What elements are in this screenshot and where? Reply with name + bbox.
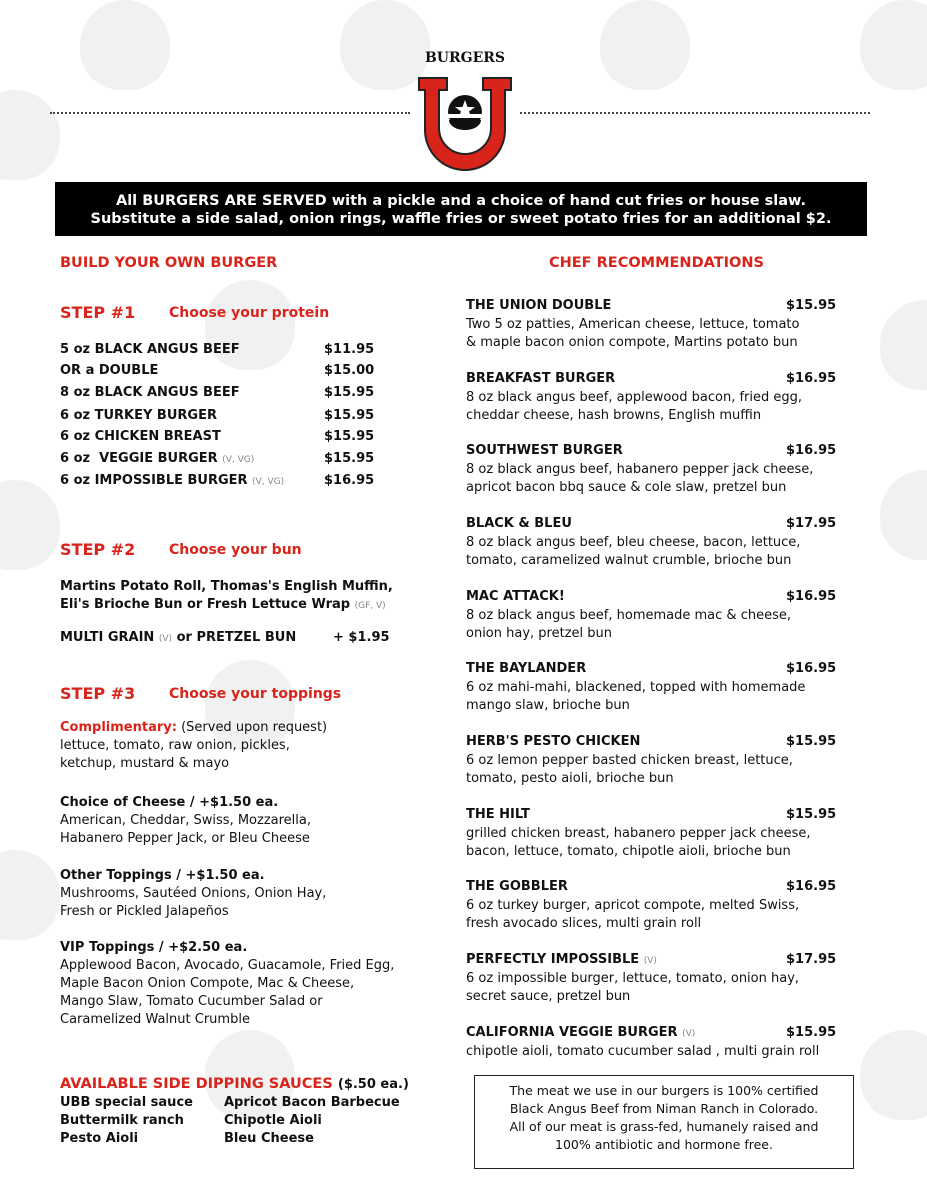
note-line-1: The meat we use in our burgers is 100% certified (509, 1083, 819, 1098)
rec-desc (466, 316, 846, 352)
bun-options-line-2 (60, 596, 386, 615)
rec-desc-line: 6 oz impossible burger, lettuce, tomato, onion hay, (466, 971, 800, 986)
rec-desc (466, 679, 846, 715)
rec-price: $17.95 (786, 952, 837, 967)
union-burger-shield-logo-icon (405, 70, 525, 175)
sauce-item: Pesto Aioli (60, 1131, 139, 1146)
protein-price: $11.95 (324, 342, 375, 357)
rec-desc-line: tomato, pesto aioli, brioche bun (466, 771, 674, 786)
step3-subtitle: Choose your toppings (169, 686, 342, 702)
rec-name: THE UNION DOUBLE (466, 298, 612, 313)
bun-options-line-1: Martins Potato Roll, Thomas's English Muffin, (60, 579, 393, 594)
protein-item (60, 451, 254, 466)
other-line-1: Mushrooms, Sautéed Onions, Onion Hay, (60, 886, 327, 901)
protein-item (60, 342, 240, 357)
rec-price: $15.95 (786, 734, 837, 749)
sauces-heading-row (60, 1073, 409, 1092)
protein-item (60, 363, 158, 378)
rec-name: MAC ATTACK! (466, 589, 565, 604)
step1-label: STEP #1 (60, 303, 136, 322)
step3-label: STEP #3 (60, 684, 136, 703)
bun-upcharge-price: + $1.95 (333, 630, 390, 645)
rec-price: $16.95 (786, 443, 837, 458)
note-line-2: Black Angus Beef from Niman Ranch in Colorado. (509, 1101, 819, 1116)
banner-line-1: All BURGERS ARE SERVED with a pickle and a choice of hand cut fries or house slaw. (115, 193, 807, 209)
other-line-2: Fresh or Pickled Jalapeños (60, 904, 229, 919)
flame-watermark-icon (0, 90, 60, 180)
rec-name-text: CALIFORNIA VEGGIE BURGER (466, 1025, 678, 1040)
divider-right (520, 112, 870, 114)
banner-line-2: Substitute a side salad, onion rings, waffle fries or sweet potato fries for an additional $2. (90, 211, 832, 227)
vip-line-2: Maple Bacon Onion Compote, Mac & Cheese, (60, 976, 355, 991)
sauces-col-1 (60, 1094, 193, 1148)
vip-line-3: Mango Slaw, Tomato Cucumber Salad or (60, 994, 323, 1009)
rec-desc-line: tomato, caramelized walnut crumble, brioche bun (466, 553, 792, 568)
multi-grain-option (60, 630, 296, 645)
protein-name: 6 oz TURKEY BURGER (60, 408, 217, 423)
rec-desc-line: bacon, lettuce, tomato, chipotle aioli, brioche bun (466, 844, 791, 859)
protein-name: 5 oz BLACK ANGUS BEEF (60, 342, 240, 357)
rec-name-text: PERFECTLY IMPOSSIBLE (466, 952, 640, 967)
rec-name: SOUTHWEST BURGER (466, 443, 623, 458)
diet-tag: (V) (643, 956, 657, 966)
rec-desc (466, 389, 846, 425)
sauce-item: Bleu Cheese (224, 1131, 314, 1146)
rec-price: $16.95 (786, 879, 837, 894)
rec-desc (466, 825, 846, 861)
protein-price: $16.95 (324, 473, 375, 488)
build-your-own-title: BUILD YOUR OWN BURGER (60, 255, 278, 271)
vip-line-4: Caramelized Walnut Crumble (60, 1012, 250, 1027)
rec-desc-line: onion hay, pretzel bun (466, 626, 612, 641)
beef-sourcing-note (474, 1075, 854, 1169)
complimentary-toppings (60, 719, 430, 773)
complimentary-line-1: lettuce, tomato, raw onion, pickles, (60, 738, 290, 753)
protein-item (60, 473, 284, 488)
rec-price: $15.95 (786, 298, 837, 313)
step1-subtitle: Choose your protein (169, 305, 330, 321)
vip-line-1: Applewood Bacon, Avocado, Guacamole, Fried Egg, (60, 958, 395, 973)
sauce-item: Chipotle Aioli (224, 1113, 322, 1128)
diet-tag: (V) (158, 634, 173, 644)
rec-name: BREAKFAST BURGER (466, 371, 616, 386)
protein-name: OR a DOUBLE (60, 363, 159, 378)
rec-price: $15.95 (786, 807, 837, 822)
brand-top-text: BURGERS (424, 50, 506, 66)
protein-name: 6 oz CHICKEN BREAST (60, 429, 221, 444)
bun-options-text: Eli's Brioche Bun or Fresh Lettuce Wrap (60, 597, 351, 612)
rec-desc-line: 8 oz black angus beef, bleu cheese, bacon, lettuce, (466, 535, 801, 550)
flame-watermark-icon (0, 480, 60, 570)
protein-name: 8 oz BLACK ANGUS BEEF (60, 385, 240, 400)
divider-left (50, 112, 410, 114)
sauce-item: Apricot Bacon Barbecue (224, 1095, 400, 1110)
chef-recommendations-title: CHEF RECOMMENDATIONS (549, 255, 764, 271)
rec-desc (466, 970, 846, 1006)
rec-name: THE BAYLANDER (466, 661, 587, 676)
rec-price: $17.95 (786, 516, 837, 531)
rec-desc-line: mango slaw, brioche bun (466, 698, 630, 713)
protein-price: $15.95 (324, 451, 375, 466)
multi-grain-label: MULTI GRAIN (60, 630, 155, 645)
rec-desc (466, 752, 846, 788)
protein-price: $15.95 (324, 429, 375, 444)
rec-desc-line: 8 oz black angus beef, habanero pepper jack cheese, (466, 462, 814, 477)
pretzel-label: or PRETZEL BUN (176, 630, 297, 645)
cheese-toppings (60, 794, 430, 848)
rec-price: $15.95 (786, 1025, 837, 1040)
sauce-item: Buttermilk ranch (60, 1113, 184, 1128)
flame-watermark-icon (80, 0, 170, 90)
other-heading: Other Toppings / +$1.50 ea. (60, 868, 265, 883)
rec-desc-line: secret sauce, pretzel bun (466, 989, 631, 1004)
complimentary-heading: Complimentary: (60, 720, 177, 735)
diet-tag: (V, VG) (252, 477, 285, 487)
flame-watermark-icon (860, 0, 927, 90)
rec-desc (466, 897, 846, 933)
complimentary-line-2: ketchup, mustard & mayo (60, 756, 230, 771)
step2-subtitle: Choose your bun (169, 542, 302, 558)
flame-watermark-icon (0, 850, 60, 940)
rec-desc-line: fresh avocado slices, multi grain roll (466, 916, 702, 931)
rec-price: $16.95 (786, 661, 837, 676)
sauce-item: UBB special sauce (60, 1095, 193, 1110)
rec-price: $16.95 (786, 371, 837, 386)
flame-watermark-icon (860, 1030, 927, 1120)
protein-item (60, 429, 221, 444)
rec-desc (466, 534, 846, 570)
sauces-col-2 (224, 1094, 400, 1148)
rec-desc-line: 6 oz lemon pepper basted chicken breast, lettuce, (466, 753, 793, 768)
rec-desc-line: cheddar cheese, hash browns, English muffin (466, 408, 762, 423)
served-with-banner (55, 182, 867, 236)
diet-tag: (V) (682, 1029, 696, 1039)
note-line-3: All of our meat is grass-fed, humanely raised and (509, 1119, 819, 1134)
rec-desc (466, 1043, 846, 1061)
vip-toppings (60, 939, 440, 1029)
rec-desc-line: Two 5 oz patties, American cheese, lettuce, tomato (466, 317, 800, 332)
complimentary-note: (Served upon request) (181, 720, 328, 735)
rec-name: THE HILT (466, 807, 530, 822)
protein-item (60, 408, 217, 423)
rec-desc-line: chipotle aioli, tomato cucumber salad , multi grain roll (466, 1044, 820, 1059)
cheese-line-2: Habanero Pepper Jack, or Bleu Cheese (60, 831, 310, 846)
rec-desc-line: & maple bacon onion compote, Martins potato bun (466, 335, 798, 350)
flame-watermark-icon (880, 300, 927, 390)
protein-name: 6 oz IMPOSSIBLE BURGER (60, 473, 248, 488)
sauces-heading: AVAILABLE SIDE DIPPING SAUCES (60, 1076, 333, 1092)
flame-watermark-icon (600, 0, 690, 90)
protein-price: $15.95 (324, 385, 375, 400)
rec-name (466, 952, 657, 967)
rec-desc-line: 8 oz black angus beef, applewood bacon, fried egg, (466, 390, 803, 405)
rec-desc (466, 607, 846, 643)
rec-name: BLACK & BLEU (466, 516, 572, 531)
vip-heading: VIP Toppings / +$2.50 ea. (60, 940, 248, 955)
protein-item (60, 385, 240, 400)
cheese-line-1: American, Cheddar, Swiss, Mozzarella, (60, 813, 311, 828)
flame-watermark-icon (880, 470, 927, 560)
cheese-heading: Choice of Cheese / +$1.50 ea. (60, 795, 279, 810)
protein-price: $15.00 (324, 363, 375, 378)
rec-desc (466, 461, 846, 497)
rec-desc-line: apricot bacon bbq sauce & cole slaw, pretzel bun (466, 480, 787, 495)
rec-name (466, 1025, 695, 1040)
rec-name: HERB'S PESTO CHICKEN (466, 734, 641, 749)
protein-price: $15.95 (324, 408, 375, 423)
note-line-4: 100% antibiotic and hormone free. (555, 1137, 773, 1152)
rec-desc-line: 6 oz mahi-mahi, blackened, topped with homemade (466, 680, 806, 695)
step2-label: STEP #2 (60, 540, 136, 559)
protein-name: 6 oz VEGGIE BURGER (60, 451, 218, 466)
sauces-price: ($.50 ea.) (337, 1077, 409, 1092)
rec-desc-line: 6 oz turkey burger, apricot compote, melted Swiss, (466, 898, 800, 913)
diet-tag: (V, VG) (222, 455, 255, 465)
header-logo (405, 50, 525, 175)
rec-price: $16.95 (786, 589, 837, 604)
diet-tag: (GF, V) (354, 601, 386, 611)
other-toppings (60, 867, 430, 921)
rec-name: THE GOBBLER (466, 879, 568, 894)
rec-desc-line: grilled chicken breast, habanero pepper jack cheese, (466, 826, 811, 841)
rec-desc-line: 8 oz black angus beef, homemade mac & cheese, (466, 608, 791, 623)
